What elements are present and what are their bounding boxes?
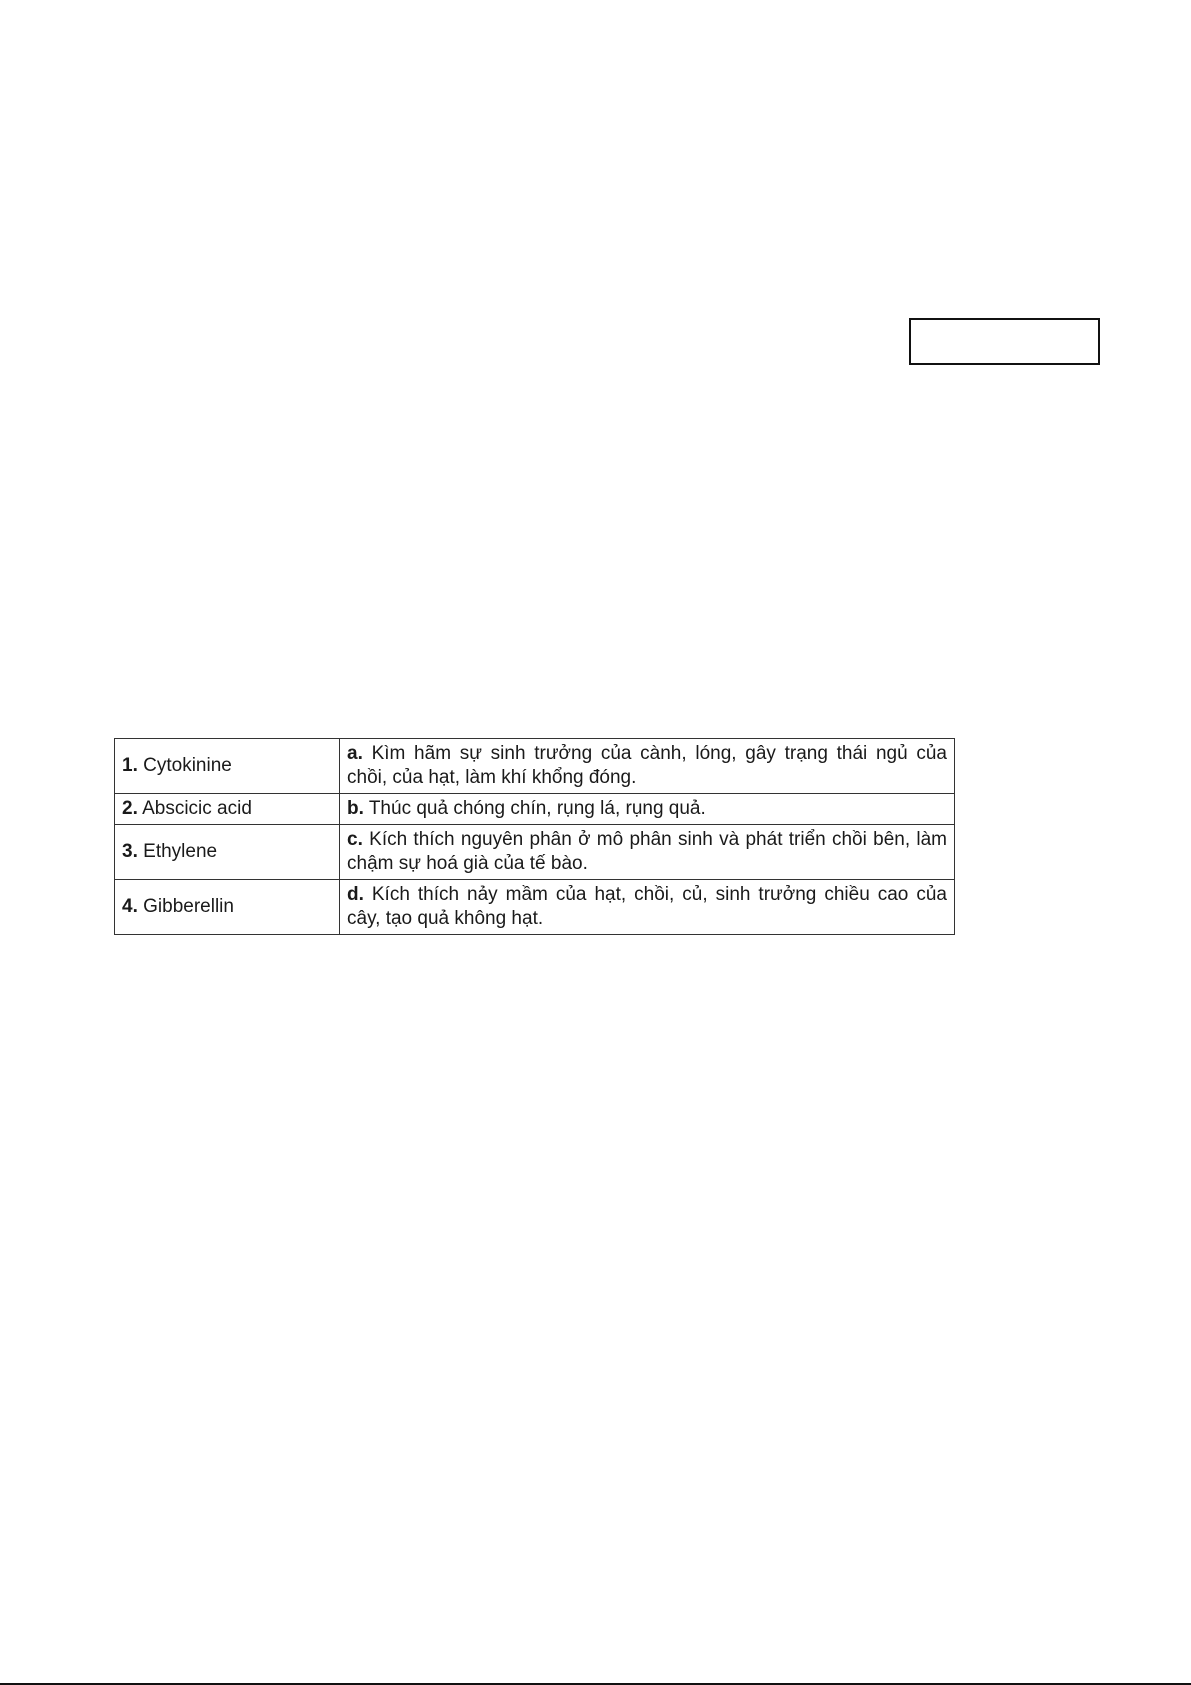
table-row (115, 880, 955, 935)
empty-answer-box (909, 318, 1100, 365)
effect-letter: a. (347, 743, 363, 764)
effect-letter: c. (347, 829, 363, 850)
table-row (115, 739, 955, 794)
hormone-number: 2. (122, 798, 138, 819)
hormone-name: Cytokinine (143, 755, 232, 776)
effect-description: Thúc quả chóng chín, rụng lá, rụng quả. (368, 798, 706, 819)
table-row (115, 794, 955, 825)
hormone-name: Ethylene (143, 841, 218, 862)
effect-description: Kích thích nảy mầm của hạt, chồi, củ, sinh trưởng chiều cao của cây, tạo quả không hạt. (347, 884, 947, 929)
hormone-number: 3. (122, 841, 138, 862)
hormone-name: Abscicic acid (142, 798, 252, 819)
hormone-number: 4. (122, 896, 138, 917)
hormone-cell (115, 825, 340, 880)
hormone-cell (115, 739, 340, 794)
effect-cell (340, 794, 955, 825)
effect-letter: d. (347, 884, 364, 905)
effect-description: Kích thích nguyên phân ở mô phân sinh và phát triển chồi bên, làm chậm sự hoá già của tế bào. (347, 829, 947, 874)
hormone-number: 1. (122, 755, 138, 776)
effect-cell (340, 880, 955, 935)
hormone-cell (115, 880, 340, 935)
hormone-name: Gibberellin (143, 896, 234, 917)
effect-cell (340, 825, 955, 880)
table-row (115, 825, 955, 880)
hormone-matching-table (114, 738, 955, 935)
effect-letter: b. (347, 798, 364, 819)
effect-description: Kìm hãm sự sinh trưởng của cành, lóng, gây trạng thái ngủ của chồi, của hạt, làm khí khổng đóng. (347, 743, 947, 788)
hormone-cell (115, 794, 340, 825)
effect-cell (340, 739, 955, 794)
